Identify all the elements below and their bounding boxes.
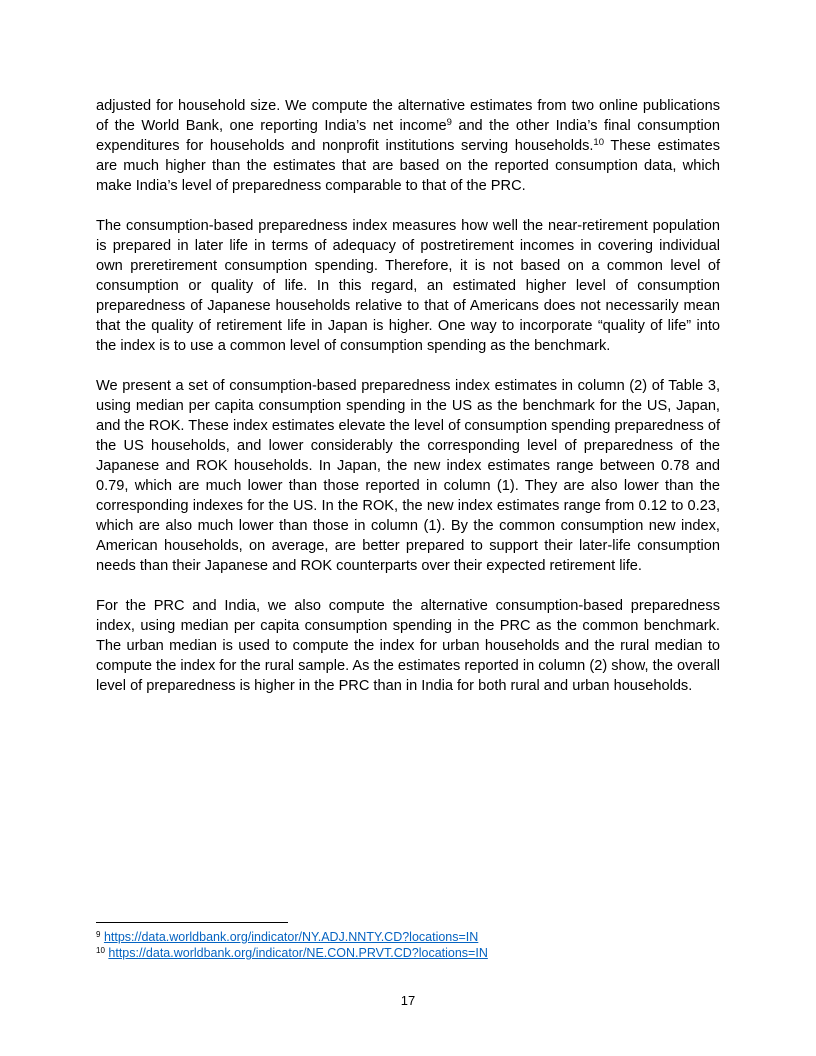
footnote-10 (96, 945, 720, 961)
paragraph-2: The consumption-based preparedness index measures how well the near-retirement population is prepared in later life in terms of adequacy of postretirement incomes in covering individual own preretirement consumption spending. Therefore, it is not based on a common level of consumption or quality of life. In this regard, an estimated higher level of consumption preparedness of Japanese households relative to that of Americans does not necessarily mean that the quality of retirement life in Japan is higher. One way to incorporate “quality of life” into the index is to use a common level of consumption spending as the benchmark. (96, 218, 720, 354)
footnote-marker-9: 9 (96, 930, 101, 939)
paragraph-4: For the PRC and India, we also compute the alternative consumption-based preparedness index, using median per capita consumption spending in the PRC as the common benchmark. The urban median is used to compute the index for urban households and the rural median to compute the index for the rural sample. As the estimates reported in column (2) show, the overall level of preparedness is higher in the PRC than in India for both rural and urban households. (96, 598, 720, 694)
paragraph-1 (96, 96, 720, 196)
paragraph-1-part-2: and the other India’s final consumption expenditures for households and nonprofit institutions serving households. (96, 118, 720, 154)
paragraph-1-part-3: These estimates are much higher than the estimates that are based on the reported consumption data, which make India’s level of preparedness comparable to that of the PRC. (96, 138, 720, 194)
footnote-marker-10: 10 (96, 946, 105, 955)
footnote-link-10[interactable]: https://data.worldbank.org/indicator/NE.CON.PRVT.CD?locations=IN (108, 946, 488, 960)
footnote-link-9[interactable]: https://data.worldbank.org/indicator/NY.ADJ.NNTY.CD?locations=IN (103, 930, 479, 944)
footnote-reference-9: 9 (446, 117, 452, 128)
page-number: 17 (400, 993, 416, 1008)
footnotes (96, 929, 720, 961)
footnote-separator (96, 922, 288, 923)
body-text (96, 96, 720, 716)
footnote-9 (96, 929, 720, 945)
paragraph-3: We present a set of consumption-based preparedness index estimates in column (2) of Table 3, using median per capita consumption spending in the US as the benchmark for the US, Japan, and the ROK. These index estimates elevate the level of consumption spending preparedness of the US households, and lower considerably the corresponding level of preparedness of the Japanese and ROK households. In Japan, the new index estimates range between 0.78 and 0.79, which are much lower than those reported in column (1). They are also lower than the corresponding indexes for the US. In the ROK, the new index estimates range from 0.12 to 0.23, which are also much lower than those in column (1). By the common consumption new index, American households, on average, are better prepared to support their later-life consumption needs than their Japanese and ROK counterparts over their expected retirement life. (96, 378, 720, 574)
footnote-reference-10: 10 (593, 137, 604, 148)
paragraph-1-part-1: adjusted for household size. We compute the alternative estimates from two online publications of the World Bank, one reporting India’s net income (96, 98, 720, 134)
